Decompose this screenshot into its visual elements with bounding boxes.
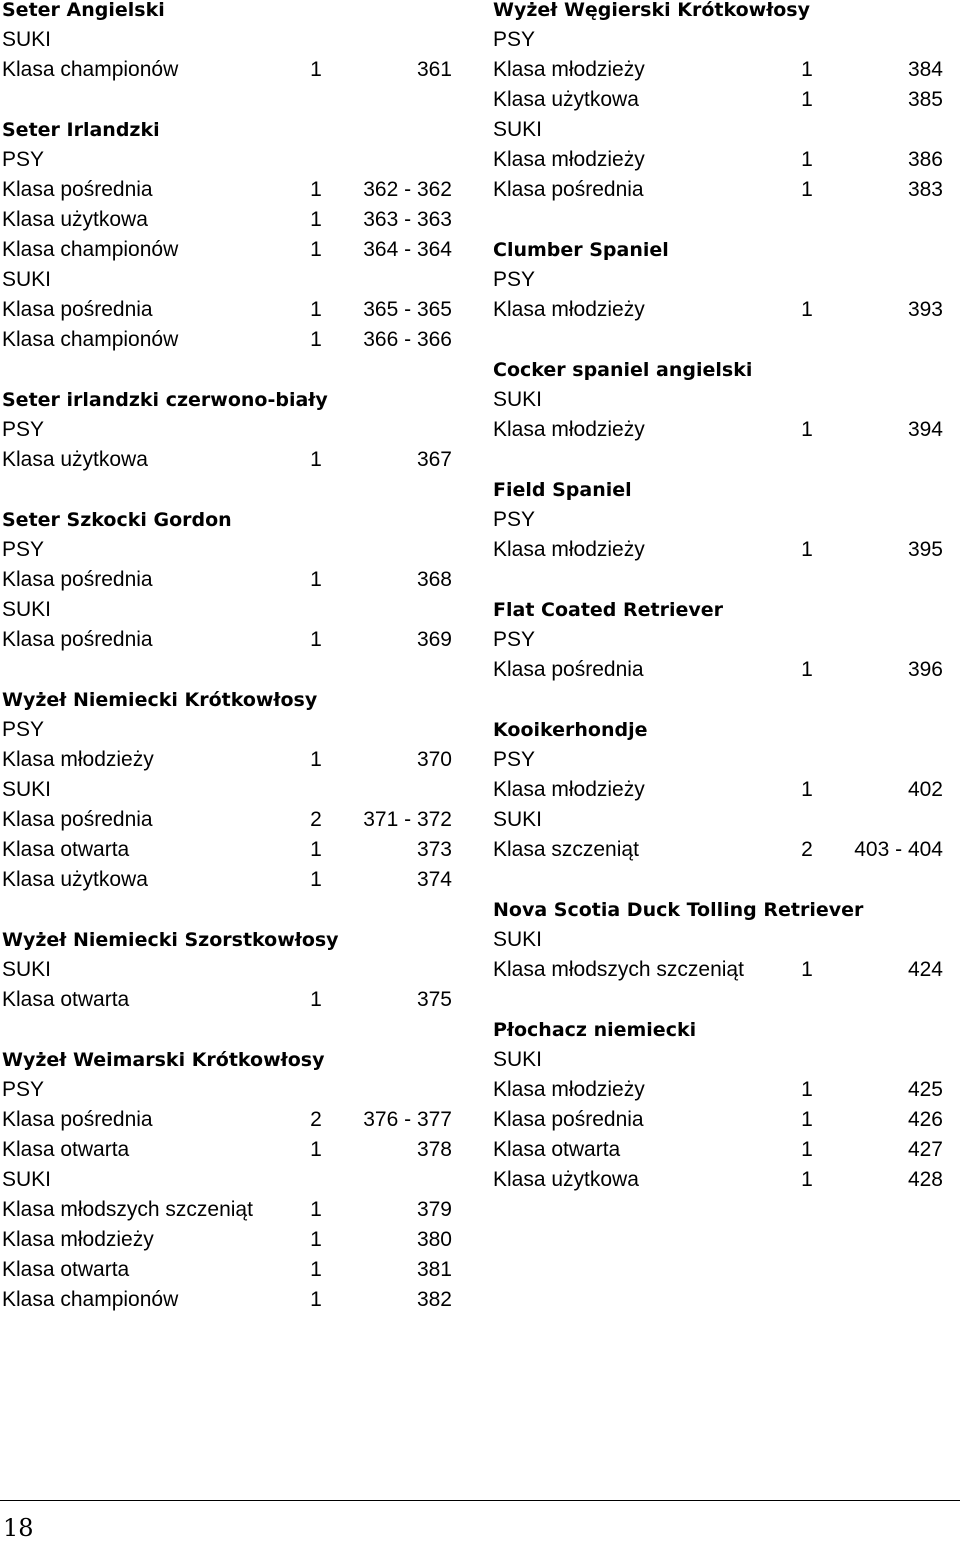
breed-name: Seter Szkocki Gordon (2, 509, 232, 531)
catalogue-numbers: 367 (416, 448, 452, 471)
entry-count: 1 (801, 778, 813, 801)
class-name: Klasa otwarta (2, 1138, 130, 1161)
catalogue-numbers: 384 (907, 58, 943, 81)
catalogue-numbers: 402 (907, 778, 943, 801)
entry-count: 1 (801, 298, 813, 321)
entry-count: 1 (310, 328, 322, 351)
catalogue-numbers: 393 (907, 298, 943, 321)
class-name: Klasa championów (2, 328, 179, 351)
sex-label: SUKI (493, 1048, 543, 1071)
breed-section (2, 390, 452, 480)
class-name: Klasa pośrednia (493, 658, 644, 681)
entry-count: 1 (310, 1228, 322, 1251)
class-entry-row (2, 1140, 452, 1170)
breed-name: Płochacz niemiecki (493, 1019, 697, 1041)
section-spacer (2, 1020, 452, 1050)
breed-section (2, 930, 452, 1020)
class-name: Klasa młodszych szczeniąt (2, 1198, 253, 1221)
breed-section (493, 360, 943, 450)
catalogue-numbers: 363 - 363 (363, 208, 452, 231)
catalogue-numbers: 385 (907, 88, 943, 111)
class-entry-row (493, 780, 943, 810)
breed-section (493, 1020, 943, 1200)
entry-count: 1 (801, 958, 813, 981)
catalogue-numbers: 364 - 364 (363, 238, 452, 261)
sex-label: SUKI (2, 268, 52, 291)
class-name: Klasa championów (2, 1288, 179, 1311)
breed-section (493, 600, 943, 690)
class-name: Klasa championów (2, 58, 179, 81)
footer-divider (0, 1500, 960, 1501)
breed-name: Seter Angielski (2, 0, 165, 21)
catalogue-numbers: 373 (416, 838, 452, 861)
sex-label: SUKI (2, 28, 52, 51)
sex-subheading (2, 720, 452, 750)
catalogue-numbers: 376 - 377 (363, 1108, 452, 1131)
class-name: Klasa młodzieży (493, 418, 645, 441)
section-spacer (493, 690, 943, 720)
catalogue-numbers: 369 (416, 628, 452, 651)
class-entry-row (2, 330, 452, 360)
class-name: Klasa otwarta (2, 988, 130, 1011)
entry-count: 1 (310, 1288, 322, 1311)
class-name: Klasa młodzieży (493, 778, 645, 801)
sex-label: PSY (493, 28, 536, 51)
breed-heading (493, 720, 943, 750)
catalogue-numbers: 381 (416, 1258, 452, 1281)
sex-subheading (2, 420, 452, 450)
sex-label: PSY (493, 268, 536, 291)
breed-name: Flat Coated Retriever (493, 599, 724, 621)
breed-name: Seter Irlandzki (2, 119, 160, 141)
sex-subheading (2, 960, 452, 990)
class-entry-row (493, 90, 943, 120)
class-entry-row (493, 300, 943, 330)
sex-subheading (2, 150, 452, 180)
section-spacer (493, 870, 943, 900)
entry-count: 1 (310, 238, 322, 261)
entry-count: 1 (310, 448, 322, 471)
class-entry-row (2, 870, 452, 900)
breed-name: Wyżeł Niemiecki Krótkowłosy (2, 689, 318, 711)
sex-subheading (493, 930, 943, 960)
breed-section (493, 0, 943, 210)
breed-section (493, 720, 943, 870)
class-entry-row (493, 1080, 943, 1110)
class-entry-row (493, 1110, 943, 1140)
class-entry-row (493, 540, 943, 570)
class-name: Klasa pośrednia (2, 628, 153, 651)
class-entry-row (2, 810, 452, 840)
entry-count: 1 (310, 58, 322, 81)
sex-subheading (493, 270, 943, 300)
class-entry-row (2, 840, 452, 870)
entry-count: 1 (801, 1108, 813, 1131)
class-entry-row (493, 420, 943, 450)
class-entry-row (2, 1260, 452, 1290)
breed-heading (2, 1050, 452, 1080)
breed-name: Clumber Spaniel (493, 239, 669, 261)
page-number: 18 (3, 1514, 34, 1542)
catalogue-numbers: 426 (907, 1108, 943, 1131)
catalogue-numbers: 386 (907, 148, 943, 171)
class-name: Klasa młodzieży (493, 538, 645, 561)
entry-count: 1 (801, 1138, 813, 1161)
breed-name: Field Spaniel (493, 479, 632, 501)
entry-count: 1 (310, 208, 322, 231)
breed-section (2, 0, 452, 90)
catalogue-numbers: 370 (416, 748, 452, 771)
catalogue-numbers: 403 - 404 (854, 838, 943, 861)
breed-section (493, 240, 943, 330)
class-name: Klasa młodzieży (2, 748, 154, 771)
class-entry-row (493, 840, 943, 870)
breed-name: Wyżeł Węgierski Krótkowłosy (493, 0, 810, 21)
sex-label: SUKI (2, 958, 52, 981)
class-name: Klasa pośrednia (2, 298, 153, 321)
catalogue-numbers: 371 - 372 (363, 808, 452, 831)
sex-subheading (2, 30, 452, 60)
breed-name: Wyżeł Weimarski Krótkowłosy (2, 1049, 325, 1071)
entry-count: 1 (801, 658, 813, 681)
catalogue-numbers: 424 (907, 958, 943, 981)
sex-subheading (493, 750, 943, 780)
entry-count: 1 (310, 1198, 322, 1221)
catalogue-numbers: 396 (907, 658, 943, 681)
breed-section (493, 900, 943, 990)
class-name: Klasa młodzieży (2, 1228, 154, 1251)
entry-count: 2 (310, 1108, 322, 1131)
class-entry-row (2, 1290, 452, 1320)
sex-subheading (493, 1050, 943, 1080)
class-name: Klasa championów (2, 238, 179, 261)
breed-name: Cocker spaniel angielski (493, 359, 753, 381)
sex-subheading (493, 390, 943, 420)
entry-count: 1 (310, 868, 322, 891)
sex-subheading (2, 270, 452, 300)
entry-count: 1 (801, 88, 813, 111)
entry-count: 1 (801, 148, 813, 171)
class-entry-row (493, 180, 943, 210)
sex-label: SUKI (2, 1168, 52, 1191)
entry-count: 1 (310, 988, 322, 1011)
breed-heading (493, 480, 943, 510)
class-name: Klasa pośrednia (2, 568, 153, 591)
right-column (493, 0, 943, 1200)
class-name: Klasa pośrednia (493, 178, 644, 201)
breed-heading (2, 120, 452, 150)
catalogue-numbers: 395 (907, 538, 943, 561)
sex-subheading (2, 780, 452, 810)
catalogue-numbers: 365 - 365 (363, 298, 452, 321)
section-spacer (2, 360, 452, 390)
sex-subheading (493, 30, 943, 60)
class-name: Klasa pośrednia (493, 1108, 644, 1131)
sex-subheading (493, 510, 943, 540)
catalogue-numbers: 361 (416, 58, 452, 81)
entry-count: 1 (801, 1078, 813, 1101)
class-name: Klasa otwarta (493, 1138, 621, 1161)
breed-heading (493, 1020, 943, 1050)
section-spacer (493, 570, 943, 600)
class-name: Klasa użytkowa (2, 208, 148, 231)
left-column (2, 0, 452, 1320)
class-name: Klasa użytkowa (2, 448, 148, 471)
class-name: Klasa młodzieży (493, 58, 645, 81)
catalogue-numbers: 378 (416, 1138, 452, 1161)
sex-subheading (493, 630, 943, 660)
section-spacer (2, 90, 452, 120)
class-entry-row (2, 180, 452, 210)
sex-label: SUKI (493, 388, 543, 411)
catalogue-numbers: 380 (416, 1228, 452, 1251)
class-entry-row (493, 1140, 943, 1170)
catalogue-numbers: 368 (416, 568, 452, 591)
sex-label: PSY (2, 1078, 45, 1101)
breed-section (2, 690, 452, 900)
class-entry-row (493, 960, 943, 990)
catalogue-numbers: 375 (416, 988, 452, 1011)
section-spacer (2, 900, 452, 930)
class-entry-row (2, 240, 452, 270)
class-name: Klasa otwarta (2, 1258, 130, 1281)
catalogue-numbers: 382 (416, 1288, 452, 1311)
breed-name: Wyżeł Niemiecki Szorstkowłosy (2, 929, 339, 951)
class-name: Klasa pośrednia (2, 1108, 153, 1131)
class-entry-row (2, 1230, 452, 1260)
entry-count: 1 (801, 58, 813, 81)
breed-heading (2, 390, 452, 420)
sex-label: PSY (493, 748, 536, 771)
sex-subheading (493, 810, 943, 840)
sex-subheading (2, 1170, 452, 1200)
class-name: Klasa młodzieży (493, 1078, 645, 1101)
entry-count: 1 (310, 298, 322, 321)
entry-count: 1 (310, 838, 322, 861)
sex-subheading (493, 120, 943, 150)
sex-label: PSY (493, 508, 536, 531)
breed-section (2, 1050, 452, 1320)
class-entry-row (493, 150, 943, 180)
entry-count: 2 (310, 808, 322, 831)
breed-heading (493, 900, 943, 930)
breed-heading (493, 0, 943, 30)
class-name: Klasa otwarta (2, 838, 130, 861)
sex-label: SUKI (493, 928, 543, 951)
class-entry-row (2, 630, 452, 660)
catalogue-numbers: 383 (907, 178, 943, 201)
catalogue-numbers: 427 (907, 1138, 943, 1161)
entry-count: 1 (801, 538, 813, 561)
class-name: Klasa młodzieży (493, 148, 645, 171)
class-entry-row (493, 60, 943, 90)
catalogue-numbers: 428 (907, 1168, 943, 1191)
sex-label: SUKI (493, 118, 543, 141)
catalogue-numbers: 394 (907, 418, 943, 441)
class-entry-row (2, 1110, 452, 1140)
breed-section (493, 480, 943, 570)
breed-name: Seter irlandzki czerwono-biały (2, 389, 328, 411)
sex-label: PSY (493, 628, 536, 651)
entry-count: 1 (801, 1168, 813, 1191)
sex-label: SUKI (493, 808, 543, 831)
entry-count: 1 (310, 1138, 322, 1161)
catalogue-numbers: 379 (416, 1198, 452, 1221)
sex-label: PSY (2, 148, 45, 171)
section-spacer (493, 330, 943, 360)
catalogue-numbers: 374 (416, 868, 452, 891)
class-name: Klasa pośrednia (2, 808, 153, 831)
entry-count: 1 (801, 418, 813, 441)
class-name: Klasa użytkowa (493, 1168, 639, 1191)
section-spacer (493, 210, 943, 240)
class-name: Klasa młodszych szczeniąt (493, 958, 744, 981)
sex-label: PSY (2, 718, 45, 741)
entry-count: 1 (310, 628, 322, 651)
catalogue-numbers: 425 (907, 1078, 943, 1101)
catalogue-numbers: 362 - 362 (363, 178, 452, 201)
breed-heading (2, 930, 452, 960)
class-entry-row (2, 1200, 452, 1230)
sex-label: SUKI (2, 778, 52, 801)
breed-name: Nova Scotia Duck Tolling Retriever (493, 899, 864, 921)
sex-label: PSY (2, 538, 45, 561)
entry-count: 1 (310, 1258, 322, 1281)
breed-section (2, 510, 452, 660)
class-entry-row (2, 210, 452, 240)
breed-heading (493, 240, 943, 270)
section-spacer (493, 990, 943, 1020)
sex-subheading (2, 1080, 452, 1110)
sex-label: SUKI (2, 598, 52, 621)
breed-heading (2, 0, 452, 30)
class-name: Klasa użytkowa (2, 868, 148, 891)
breed-section (2, 120, 452, 360)
class-entry-row (2, 300, 452, 330)
breed-heading (493, 600, 943, 630)
class-name: Klasa użytkowa (493, 88, 639, 111)
class-entry-row (2, 60, 452, 90)
sex-label: PSY (2, 418, 45, 441)
class-entry-row (2, 990, 452, 1020)
class-entry-row (493, 1170, 943, 1200)
entry-count: 1 (801, 178, 813, 201)
breed-heading (2, 690, 452, 720)
breed-name: Kooikerhondje (493, 719, 648, 741)
catalogue-numbers: 366 - 366 (363, 328, 452, 351)
sex-subheading (2, 540, 452, 570)
class-entry-row (2, 450, 452, 480)
class-entry-row (2, 570, 452, 600)
breed-heading (493, 360, 943, 390)
sex-subheading (2, 600, 452, 630)
section-spacer (493, 450, 943, 480)
class-name: Klasa szczeniąt (493, 838, 639, 861)
class-name: Klasa pośrednia (2, 178, 153, 201)
breed-heading (2, 510, 452, 540)
class-name: Klasa młodzieży (493, 298, 645, 321)
entry-count: 1 (310, 178, 322, 201)
class-entry-row (493, 660, 943, 690)
section-spacer (2, 480, 452, 510)
entry-count: 2 (801, 838, 813, 861)
entry-count: 1 (310, 568, 322, 591)
entry-count: 1 (310, 748, 322, 771)
class-entry-row (2, 750, 452, 780)
section-spacer (2, 660, 452, 690)
